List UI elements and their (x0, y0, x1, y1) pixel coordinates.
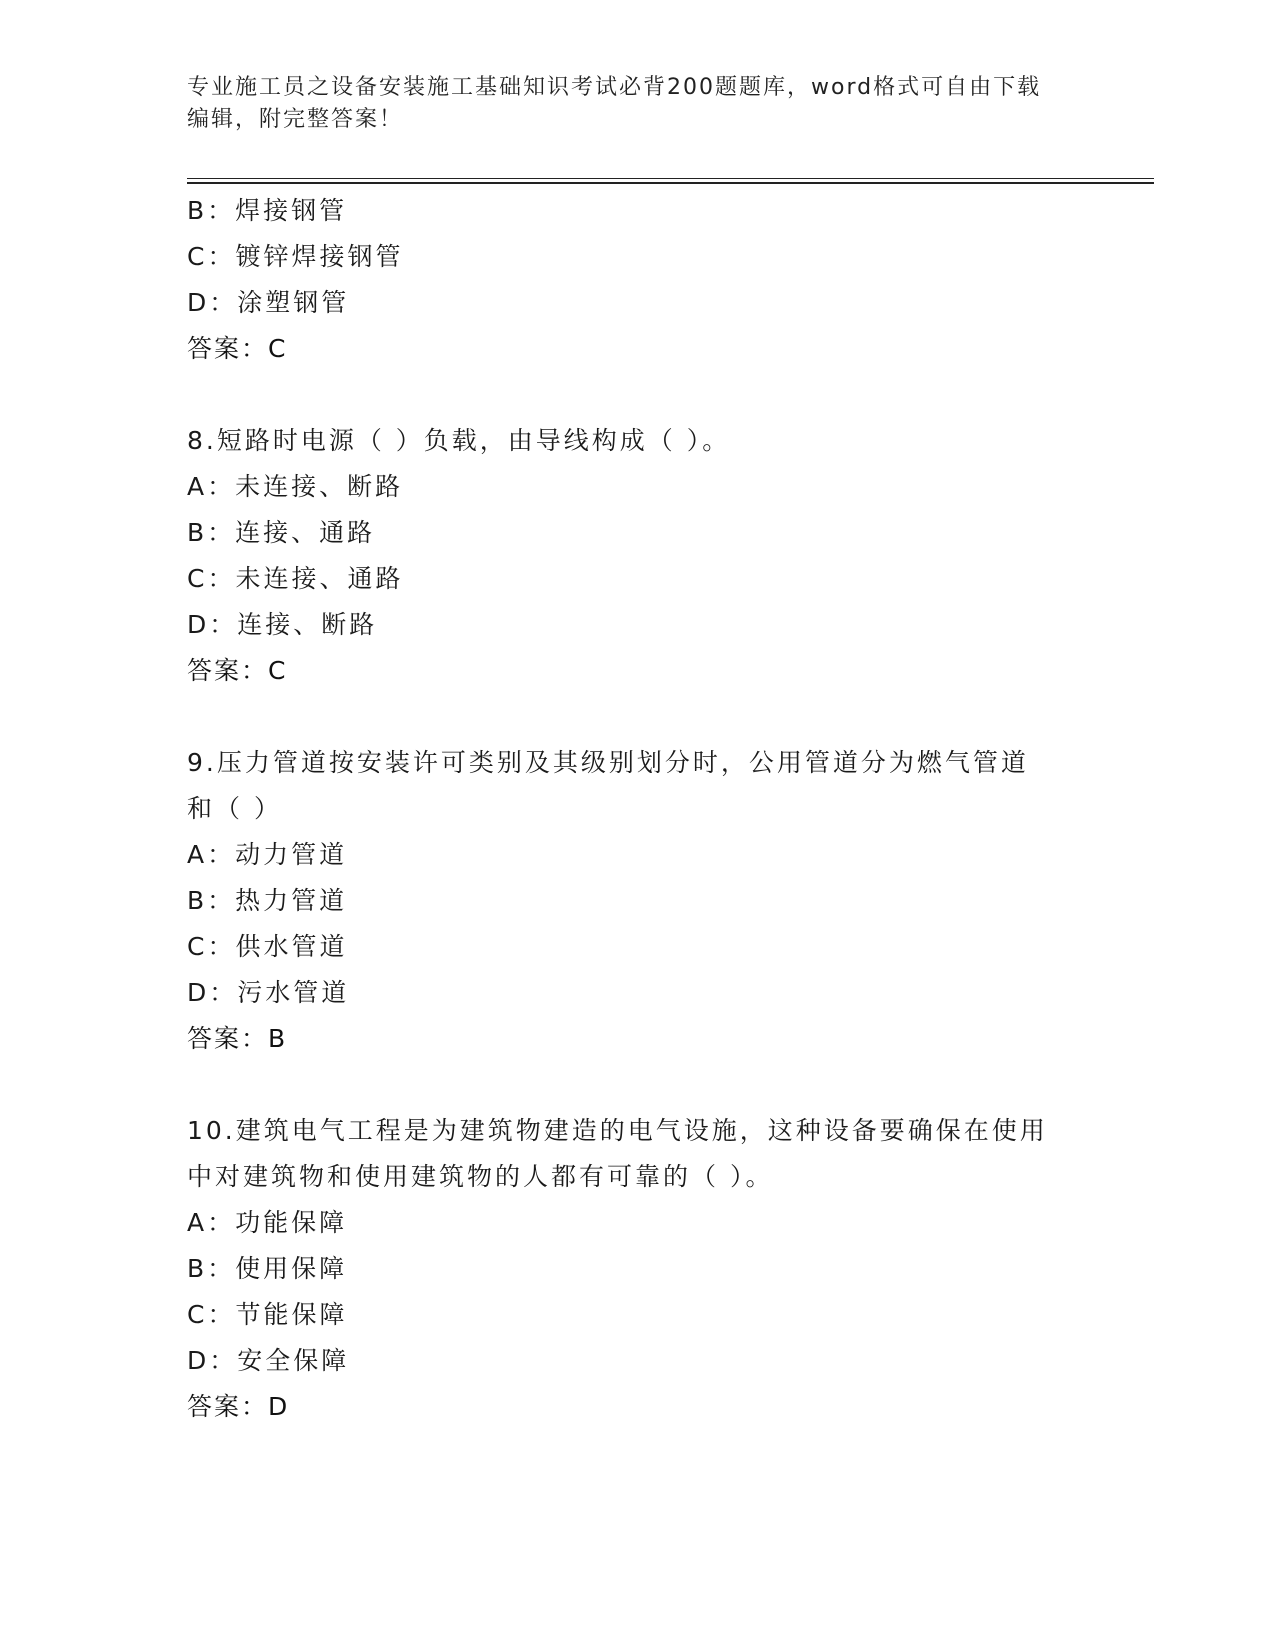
question-text-line-2: 中对建筑物和使用建筑物的人都有可靠的（ ）。 (187, 1162, 774, 1191)
header-divider-thin (187, 178, 1154, 179)
option-b: B：连接、通路 (187, 518, 376, 547)
option-d: D：连接、断路 (187, 610, 378, 639)
option-c: C：节能保障 (187, 1300, 348, 1329)
answer-line: 答案：B (187, 1024, 288, 1053)
question-text-line-2: 和（ ） (187, 794, 282, 823)
option-a: A：动力管道 (187, 840, 348, 869)
option-b: B：焊接钢管 (187, 196, 348, 225)
question-list (187, 188, 1087, 1430)
option-b: B：热力管道 (187, 886, 348, 915)
option-d: D：安全保障 (187, 1346, 350, 1375)
option-c: C：供水管道 (187, 932, 348, 961)
answer-line: 答案：D (187, 1392, 290, 1421)
option-d: D：涂塑钢管 (187, 288, 350, 317)
option-b: B：使用保障 (187, 1254, 348, 1283)
option-d: D：污水管道 (187, 978, 350, 1007)
spacer (187, 372, 1087, 418)
spacer (187, 1062, 1087, 1108)
option-c: C：镀锌焊接钢管 (187, 242, 404, 271)
question-8 (187, 418, 1087, 694)
question-text-line-1: 9.压力管道按安装许可类别及其级别划分时，公用管道分为燃气管道 (187, 748, 1029, 777)
header-divider-thick (187, 182, 1154, 184)
header-line-1: 专业施工员之设备安装施工基础知识考试必背200题题库，word格式可自由下载 (187, 75, 1042, 100)
answer-line: 答案：C (187, 656, 288, 685)
question-text: 8.短路时电源（ ）负载，由导线构成（ ）。 (187, 426, 731, 455)
spacer (187, 694, 1087, 740)
question-fragment (187, 188, 1087, 372)
answer-line: 答案：C (187, 334, 288, 363)
question-10 (187, 1108, 1087, 1430)
option-a: A：未连接、断路 (187, 472, 404, 501)
option-a: A：功能保障 (187, 1208, 348, 1237)
document-header (187, 72, 1067, 136)
header-line-2: 编辑，附完整答案！ (187, 107, 404, 132)
question-text-line-1: 10.建筑电气工程是为建筑物建造的电气设施，这种设备要确保在使用 (187, 1116, 1048, 1145)
question-9 (187, 740, 1087, 1062)
option-c: C：未连接、通路 (187, 564, 404, 593)
